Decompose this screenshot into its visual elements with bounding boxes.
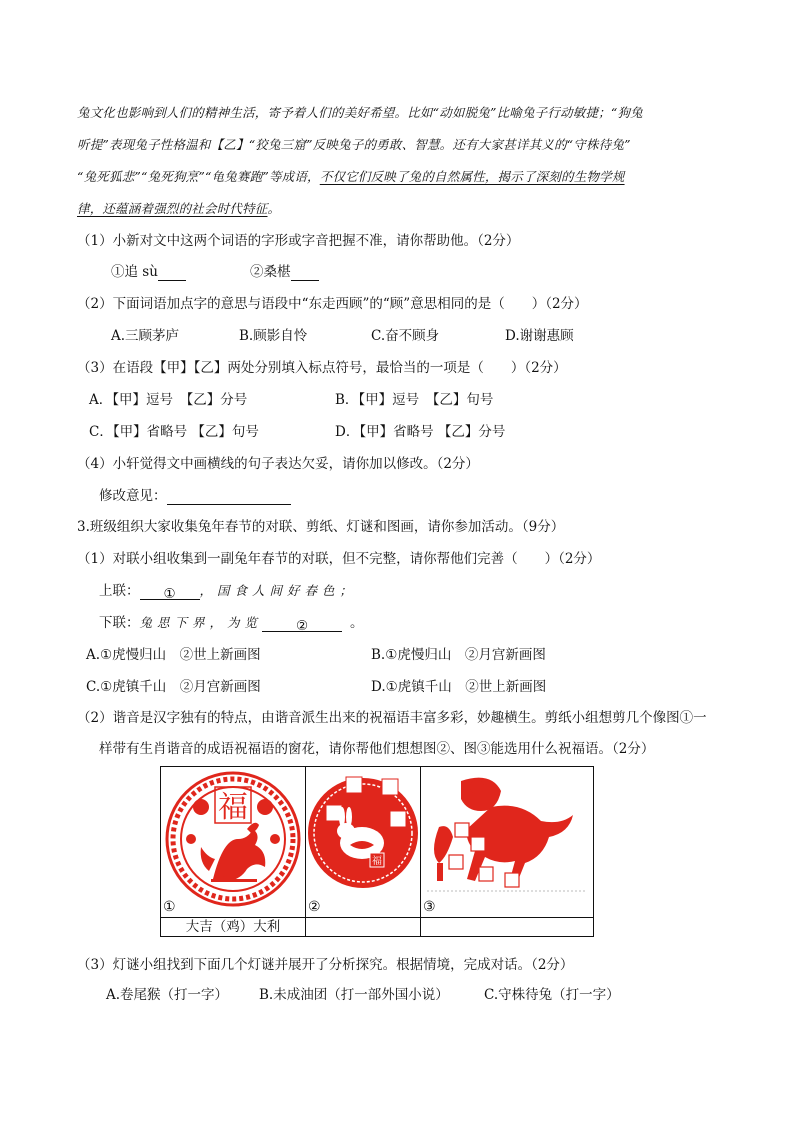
riddle-option-c: C.守株待兔（打一字）: [484, 987, 620, 1003]
couplet-option-a[interactable]: A.①虎慢归山 ②世上新画图: [86, 647, 261, 663]
q3-option-c[interactable]: C．【甲】省略号 【乙】句号: [89, 424, 259, 440]
question-3-stem: （3）在语段【甲】【乙】两处分别填入标点符号，最恰当的一项是（ ）（2分）: [77, 360, 567, 376]
figure-2-caption-answer[interactable]: [306, 918, 421, 937]
q2-option-d[interactable]: D.谢谢惠顾: [505, 328, 574, 344]
monkey-horse-papercut-image: [421, 767, 593, 917]
item-a-label: ①追 sù: [111, 264, 158, 280]
q2-option-b[interactable]: B.顾影自怜: [239, 328, 308, 344]
rabbit-papercut-image: [306, 767, 420, 917]
item-b-label: ②桑椹: [250, 264, 291, 280]
q3-option-b[interactable]: B．【甲】逗号 【乙】句号: [335, 392, 494, 408]
papercut-question-line-1: （2）谐音是汉字独有的特点，由谐音派生出来的祝福语丰富多彩，妙趣横生。剪纸小组想剪几个像图①一: [77, 710, 707, 726]
papercut-table: [160, 766, 594, 937]
upper-couplet: [99, 582, 357, 600]
question-4-stem: （4）小轩觉得文中画横线的句子表达欠妥，请你加以修改。（2分）: [77, 456, 479, 472]
couplet-option-b[interactable]: B.①虎慢归山 ②月宫新画图: [371, 647, 546, 663]
passage-line-3-start: “兔死狐悲”“兔死狗烹”“龟兔赛跑”等成语，: [77, 169, 320, 184]
couplet-option-d[interactable]: D.①虎镇千山 ②世上新画图: [371, 679, 547, 695]
question-1-stem: （1）小新对文中这两个词语的字形或字音把握不准，请你帮助他。（2分）: [77, 233, 520, 249]
section-3-title: 3.班级组织大家收集兔年春节的对联、剪纸、灯谜和图画，请你参加活动。（9分）: [77, 519, 565, 535]
question-1-item-a: [111, 263, 186, 281]
underlined-sentence-part-2: 律，还蕴涵着强烈的社会时代特征: [77, 201, 268, 216]
figure-1-cell: [161, 767, 306, 918]
figure-3-caption-answer[interactable]: [421, 918, 594, 937]
passage-line-3: [77, 168, 625, 186]
figure-1-caption: 大吉（鸡）大利: [161, 918, 306, 937]
question-2-stem: （2）下面词语加点字的意思与语段中“东走西顾”的“顾”意思相同的是（ ）（2分）: [77, 296, 588, 312]
revision-label: 修改意见：: [99, 488, 167, 504]
fu-glyph-2: 福: [372, 856, 382, 867]
lower-couplet-text: 兔思下界，为览: [139, 615, 263, 630]
riddle-option-a: A.卷尾猴（打一字）: [106, 987, 229, 1003]
passage-period: 。: [267, 201, 281, 216]
underlined-sentence-part-1: 不仅它们反映了兔的自然属性，揭示了深刻的生物学规: [319, 169, 625, 184]
figure-2-number: ②: [308, 899, 321, 915]
figure-3-number: ③: [423, 899, 436, 915]
passage-line-4: [77, 200, 280, 218]
lower-couplet-label: 下联：: [99, 615, 140, 631]
upper-couplet-label: 上联：: [99, 583, 140, 599]
passage-line-2: 听提”表现兔子性格温和【乙】“狡兔三窟”反映兔子的勇敢、智慧。还有大家甚详其义的“守株待兔”: [77, 137, 631, 152]
revision-field: [99, 487, 291, 505]
papercut-question-line-2: 样带有生肖谐音的成语祝福语的窗花，请你帮他们想想图②、图③能选用什么祝福语。（2分）: [99, 741, 655, 757]
rooster-papercut-image: [161, 767, 305, 917]
question-1-item-b: [250, 263, 319, 281]
fu-glyph-1: 福: [218, 790, 248, 825]
answer-blank-a[interactable]: [158, 266, 186, 281]
lower-couplet-blank[interactable]: [262, 617, 342, 632]
passage-line-1: 兔文化也影响到人们的精神生活，寄予着人们的美好希望。比如“动如脱兔”比喻兔子行动敏捷；“狗兔: [77, 105, 643, 120]
lower-couplet-end: 。: [350, 615, 364, 631]
figure-3-cell: [421, 767, 594, 918]
figure-1-number: ①: [163, 899, 176, 915]
blank-marker-2: ②: [295, 618, 309, 634]
upper-couplet-blank[interactable]: [140, 585, 200, 600]
answer-blank-b[interactable]: [291, 266, 319, 281]
q3-option-d[interactable]: D．【甲】省略号 【乙】分号: [335, 424, 506, 440]
lower-couplet: [99, 614, 364, 632]
riddle-option-b: B.未成油团（打一部外国小说）: [259, 987, 449, 1003]
couplet-question-stem: （1）对联小组收集到一副兔年春节的对联，但不完整，请你帮他们完善（ ）（2分）: [77, 551, 601, 567]
riddle-question-stem: （3）灯谜小组找到下面几个灯谜并展开了分析探究。根据情境，完成对话。（2分）: [77, 957, 574, 973]
upper-couplet-text: ，国食人间好春色；: [199, 583, 358, 598]
figure-2-cell: [306, 767, 421, 918]
q2-option-a[interactable]: A.三顾茅庐: [111, 328, 180, 344]
q2-option-c[interactable]: C.奋不顾身: [371, 328, 440, 344]
couplet-option-c[interactable]: C.①虎镇千山 ②月宫新画图: [86, 679, 261, 695]
blank-marker-1: ①: [163, 586, 176, 602]
revision-input[interactable]: [167, 490, 291, 505]
q3-option-a[interactable]: A．【甲】逗号 【乙】分号: [89, 392, 248, 408]
